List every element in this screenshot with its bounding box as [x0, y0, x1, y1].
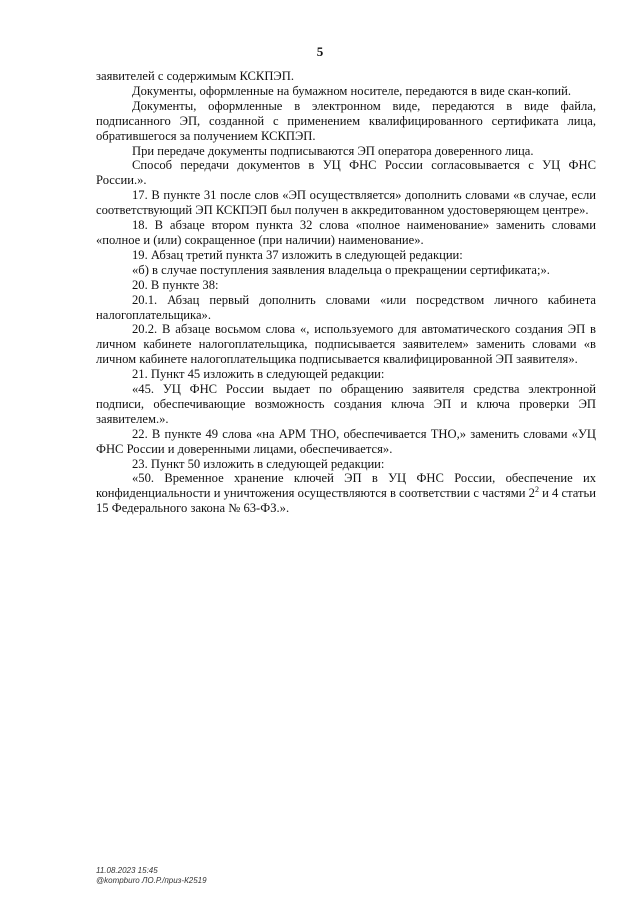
- paragraph: Документы, оформленные в электронном виде, передаются в виде файла, подписанного ЭП, созданной с применением квалифицированного сертификата лица, обратившегося за получением КСКПЭП.: [96, 98, 596, 143]
- paragraph-continuation: заявителей с содержимым КСКПЭП.: [96, 69, 294, 83]
- paragraph-item-20-1: 20.1. Абзац первый дополнить словами «или посредством личного кабинета налогоплательщика».: [96, 292, 596, 322]
- paragraph-quote: «б) в случае поступления заявления владельца о прекращении сертификата;».: [132, 262, 550, 277]
- paragraph-item-20-2: 20.2. В абзаце восьмом слова «, используемого для автоматического создания ЭП в личном кабинете налогоплательщика, подписывается заявителем» заменить словами «в личном кабинете налогоплательщика подписывается квалифицированной ЭП заявителя».: [96, 322, 596, 367]
- paragraph: Способ передачи документов в УЦ ФНС России согласовывается с УЦ ФНС России.».: [96, 158, 596, 188]
- paragraph-item-20: 20. В пункте 38:: [132, 277, 219, 292]
- paragraph-quote-last: [96, 471, 596, 516]
- paragraph: Документы, оформленные на бумажном носителе, передаются в виде скан-копий.: [132, 83, 572, 98]
- paragraph-item-21: 21. Пункт 45 изложить в следующей редакции:: [132, 367, 385, 382]
- document-body: [96, 69, 596, 516]
- paragraph-text-after: и 4 статьи 15 Федерального закона № 63-ФЗ.».: [96, 486, 597, 516]
- page-number: 5: [316, 44, 324, 59]
- paragraph-text-before: «50. Временное хранение ключей ЭП в УЦ ФНС России, обеспечение их конфиденциальности и уничтожения осуществляются в соответствии с частями 2: [96, 471, 596, 501]
- paragraph-item-23: 23. Пункт 50 изложить в следующей редакции:: [132, 456, 385, 471]
- footer-stamp: [96, 866, 207, 886]
- footer-reference: @kompburo ЛО.Р./приз-К2519: [96, 876, 207, 885]
- paragraph-item-22: 22. В пункте 49 слова «на АРМ ТНО, обеспечивается ТНО,» заменить словами «УЦ ФНС России и доверенными лицами, обеспечивается».: [96, 426, 596, 456]
- superscript: 2: [534, 485, 539, 495]
- paragraph-item-19: 19. Абзац третий пункта 37 изложить в следующей редакции:: [132, 247, 463, 262]
- paragraph-item-17: 17. В пункте 31 после слов «ЭП осуществляется» дополнить словами «в случае, если соответствующий ЭП КСКПЭП был получен в аккредитованном удостоверяющем центре».: [96, 188, 596, 218]
- paragraph-quote: «45. УЦ ФНС России выдает по обращению заявителя средства электронной подписи, обеспечивающие возможность создания ключа ЭП и ключа проверки ЭП заявителем.».: [96, 382, 596, 426]
- paragraph: При передаче документы подписываются ЭП оператора доверенного лица.: [132, 143, 534, 158]
- footer-timestamp: 11.08.2023 15:45: [96, 866, 158, 875]
- paragraph-item-18: 18. В абзаце втором пункта 32 слова «полное наименование» заменить словами «полное и (или) сокращенное (при наличии) наименование».: [96, 218, 596, 247]
